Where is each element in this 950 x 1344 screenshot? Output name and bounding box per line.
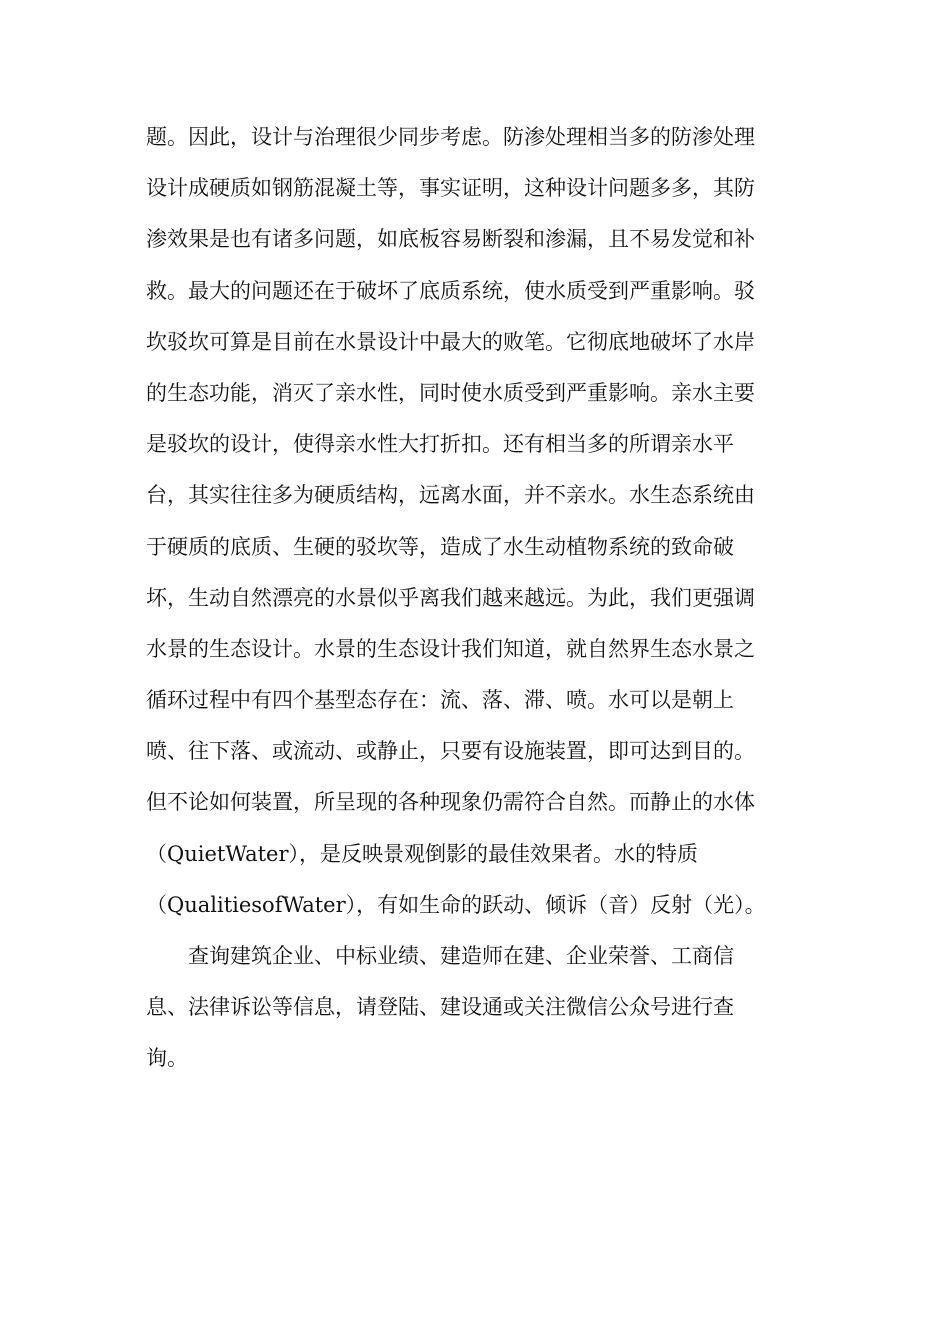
text-line: 渗效果是也有诸多问题，如底板容易断裂和渗漏，且不易发觉和补 [146,227,755,252]
text-line: 询。 [146,1046,188,1071]
text-line: 坎驳坎可算是目前在水景设计中最大的败笔。它彻底地破坏了水岸 [146,329,755,354]
text-line: 息、法律诉讼等信息，请登陆、建设通或关注微信公众号进行查 [146,995,734,1020]
text-line: 水景的生态设计。水景的生态设计我们知道，就自然界生态水景之 [146,636,755,661]
text-line: 但不论如何装置，所呈现的各种现象仍需符合自然。而静止的水体 [146,790,755,815]
text-line-indented: 查询建筑企业、中标业绩、建造师在建、企业荣誉、工商信 [188,944,734,968]
body-text [146,112,806,1085]
text-line: 设计成硬质如钢筋混凝土等，事实证明，这种设计问题多多，其防 [146,176,755,201]
text-line: 台，其实往往多为硬质结构，远离水面，并不亲水。水生态系统由 [146,483,755,508]
text-line: 循环过程中有四个基型态存在：流、落、滞、喷。水可以是朝上 [146,688,734,713]
text-line: （QuietWater），是反映景观倒影的最佳效果者。水的特质 [146,841,699,866]
text-line: （QualitiesofWater），有如生命的跃动、倾诉（音）反射（光）。 [146,892,766,917]
text-line: 救。最大的问题还在于破坏了底质系统，使水质受到严重影响。驳 [146,278,755,303]
text-line: 是驳坎的设计，使得亲水性大打折扣。还有相当多的所谓亲水平 [146,432,734,457]
text-line: 的生态功能，消灭了亲水性，同时使水质受到严重影响。亲水主要 [146,380,755,405]
text-line: 坏，生动自然漂亮的水景似乎离我们越来越远。为此，我们更强调 [146,585,755,610]
text-line: 题。因此，设计与治理很少同步考虑。防渗处理相当多的防渗处理 [146,125,755,149]
text-line: 喷、往下落、或流动、或静止，只要有设施装置，即可达到目的。 [146,739,755,764]
text-line: 于硬质的底质、生硬的驳坎等，造成了水生动植物系统的致命破 [146,534,734,559]
